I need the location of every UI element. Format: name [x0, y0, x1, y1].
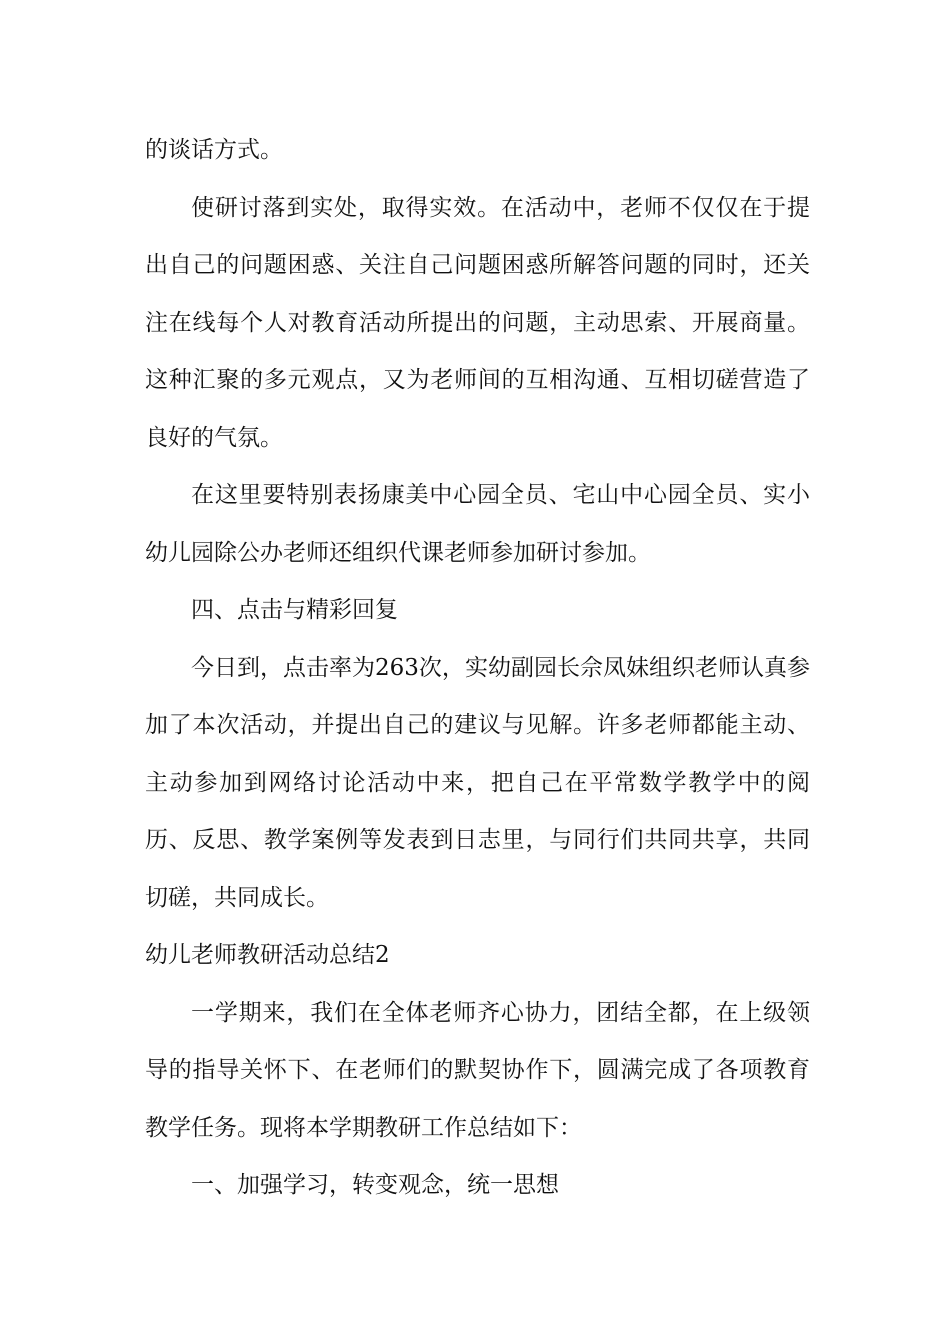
document-body [145, 122, 810, 1215]
section-heading-study: 一、加强学习，转变观念，统一思想 [191, 1172, 559, 1198]
paragraph-continuation: 的谈话方式。 [145, 137, 283, 163]
section-heading-clicks: 四、点击与精彩回复 [191, 597, 398, 623]
paragraph-research-practice: 使研讨落到实处，取得实效。在活动中，老师不仅仅在于提出自己的问题困惑、关注自己问题困惑所解答问题的同时，还关注在线每个人对教育活动所提出的问题，主动思索、开展商量。这种汇聚的多元观点，又为老师间的互相沟通、互相切磋营造了良好的气氛。 [145, 194, 810, 451]
paragraph-clicks-replies: 今日到，点击率为263次，实幼副园长佘凤妹组织老师认真参加了本次活动，并提出自己的建议与见解。许多老师都能主动、主动参加到网络讨论活动中来，把自己在平常数学教学中的阅历、反思、教学案例等发表到日志里，与同行们共同共享，共同切磋，共同成长。 [145, 654, 810, 911]
paragraph-semester-intro: 一学期来，我们在全体老师齐心协力，团结全都，在上级领导的指导关怀下、在老师们的默契协作下，圆满完成了各项教育教学任务。现将本学期教研工作总结如下： [145, 999, 810, 1141]
paragraph-commendation: 在这里要特别表扬康美中心园全员、宅山中心园全员、实小幼儿园除公办老师还组织代课老师参加研讨参加。 [145, 482, 810, 566]
document-title-2: 幼儿老师教研活动总结2 [145, 942, 390, 968]
